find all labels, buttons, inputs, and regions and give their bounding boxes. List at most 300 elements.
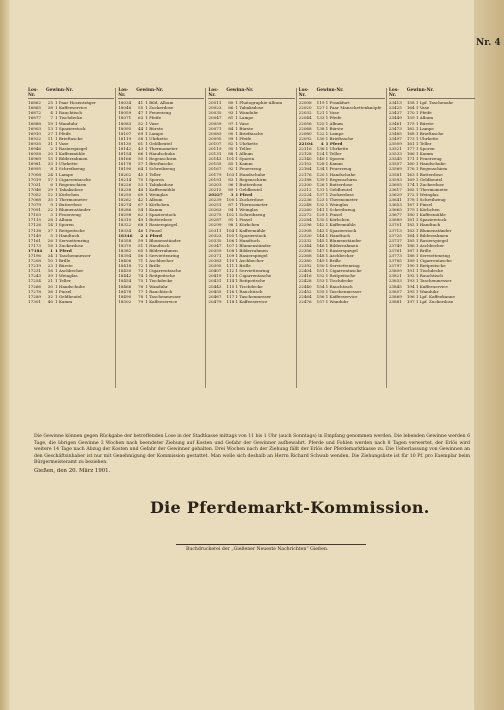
lot-number: 16935: [28, 140, 42, 146]
lot-number: 23749: [388, 242, 402, 248]
prize-description: 1 Wanduhr: [325, 298, 349, 304]
header-cell: Gewinn-Nr.: [136, 88, 164, 93]
prize-description: 1 Vase: [145, 120, 159, 126]
lot-number: 20275: [208, 212, 222, 218]
place-date-line: Gießen, den 20. März 1901.: [34, 468, 111, 474]
prize-number: 193: [406, 278, 415, 284]
lot-number: 18358: [118, 237, 132, 243]
prize-number: 9: [50, 202, 53, 208]
prize-description: 1 Spazierstock: [145, 212, 176, 218]
prize-number: 99: [228, 135, 234, 141]
prize-column-5: [389, 88, 476, 388]
lot-number: 22212: [298, 186, 312, 192]
prize-number: 32: [47, 293, 53, 299]
prize-number: 120: [316, 171, 325, 177]
prize-description: 1 Körbchen: [325, 217, 350, 223]
prize-number: 163: [406, 171, 415, 177]
prize-number: 72: [137, 263, 144, 269]
lot-number: 18190: [118, 166, 132, 172]
prize-number: 148: [316, 253, 325, 258]
prize-number: 109: [226, 253, 235, 258]
prize-number: 38: [47, 105, 53, 111]
prize-description: 1 Taschenmesser: [415, 278, 452, 284]
prize-number: 88: [228, 151, 234, 157]
lot-number: 23785: [388, 258, 402, 264]
lot-number: 22428: [298, 278, 312, 284]
prize-number: 61: [137, 140, 144, 146]
prize-description: 1 Blumenständer: [235, 242, 272, 248]
prize-description: 1 Vase: [325, 110, 340, 116]
prize-description: 1 Spazierstock: [235, 232, 267, 238]
prize-number: 51: [137, 242, 144, 248]
prize-number: 60: [137, 191, 144, 197]
lot-number: 20263: [208, 207, 222, 213]
header-cell: Los-Nr.: [298, 88, 309, 99]
prize-number: 165: [406, 186, 415, 192]
prize-description: 1 Teller: [235, 146, 252, 152]
lot-number: 20311: [208, 227, 222, 233]
lot-number: 20383: [208, 258, 222, 264]
lot-number: 22008: [298, 100, 312, 106]
prize-description: 1 Feuerzeug: [235, 166, 262, 172]
prize-description: 1 Wanduhr: [145, 283, 168, 289]
prize-description: 1 Rauchtisch: [145, 288, 173, 294]
lot-number: 23461: [388, 120, 402, 126]
prize-number: 137: [316, 191, 325, 197]
page-fold-shadow: [0, 0, 10, 710]
lot-number: 18059: [118, 110, 132, 116]
lot-number: 22392: [298, 263, 312, 269]
lot-number: 22176: [298, 171, 312, 177]
prize-number: 44: [137, 125, 144, 131]
prize-number: 11: [47, 135, 53, 141]
lot-number: 22272: [298, 212, 312, 218]
prize-number: 15: [47, 156, 53, 162]
prize-number: 138: [316, 125, 325, 131]
prize-description: 1 Brieftasche: [415, 130, 444, 136]
lot-number: 22044: [298, 115, 312, 121]
prize-description: 1 Serviettenring: [325, 263, 360, 269]
prize-number: 76: [137, 283, 144, 289]
lot-number: 17173: [28, 242, 42, 248]
prize-number: 175: [406, 120, 415, 126]
prize-number: 64: [137, 166, 144, 172]
prize-number: 75: [137, 278, 144, 284]
lot-number: 17231: [28, 268, 42, 274]
prize-number: 27: [47, 130, 53, 136]
prize-description: 1 Brieftasche: [325, 135, 354, 141]
lot-number: 23425: [388, 105, 402, 111]
prize-description: 1 Handschuhe: [415, 161, 446, 167]
lot-number: 23449: [388, 115, 402, 121]
prize-number: 115: [226, 283, 235, 289]
header-cell: Los-Nr.: [388, 88, 399, 99]
prize-description: 1 Pfeife: [325, 115, 342, 121]
prize-description: 1 Lampe: [235, 115, 254, 121]
prize-description: 1 Kaffeemühle: [55, 151, 86, 157]
prize-description: 1 Lpf. Zuckerdose: [415, 298, 454, 304]
lot-number: 20131: [208, 151, 222, 157]
prize-description: 1 Körbchen: [235, 222, 260, 228]
lot-number: 20227: [208, 191, 223, 197]
prize-number: 194: [406, 283, 415, 289]
lot-number: 23413: [388, 100, 402, 106]
lot-number: 18406: [118, 258, 132, 264]
prize-number: 118: [226, 298, 235, 304]
prize-number: 93: [228, 110, 234, 116]
prize-number: 8: [50, 166, 53, 172]
prize-column-3: [208, 88, 296, 388]
prize-number: 167: [406, 202, 415, 208]
lot-number: 23881: [388, 298, 402, 304]
prize-description: 1 Pinsel: [415, 202, 433, 208]
prize-number: 66: [137, 151, 144, 157]
lot-number: 20203: [208, 181, 222, 187]
prize-description: 1 Blumenständer: [415, 227, 452, 233]
lot-number: 23737: [388, 237, 402, 243]
adjacent-page-edge: [474, 0, 504, 710]
prize-description: 1 Taschenmesser: [55, 253, 91, 258]
lot-number: 22344: [298, 242, 312, 248]
lot-number: 20479: [208, 298, 222, 304]
prize-description: 1 Kaffeemühle: [145, 186, 176, 192]
prize-number: 18: [47, 242, 53, 248]
prize-number: 19: [47, 120, 53, 126]
prize-description: 1 Geldbeutel: [145, 140, 172, 146]
lot-number: 20431: [208, 278, 222, 284]
prize-description: 1 Weinglas: [415, 191, 439, 197]
lot-number: 18274: [118, 202, 132, 208]
lot-number: 23773: [388, 253, 402, 258]
prize-description: 1 Lpf. Taschenuhr: [415, 100, 454, 106]
lot-number: 20179: [208, 171, 222, 177]
prize-description: 1 Regenschirm: [55, 181, 87, 187]
lot-number: 22284: [298, 217, 312, 223]
prize-description: 1 Brille: [415, 247, 432, 253]
prize-number: 187: [406, 247, 415, 253]
lot-number: 23533: [388, 151, 402, 157]
prize-description: 1 Schreibzeug: [415, 196, 446, 202]
prize-number: 21: [47, 278, 53, 284]
prize-description: 1 Uhrkette: [415, 135, 439, 141]
lot-number: 17126: [28, 222, 42, 228]
prize-description: 1 Brille: [145, 263, 161, 269]
prize-description: 1 Schreibzeug: [55, 166, 85, 172]
prize-number: 104: [226, 227, 235, 233]
prize-description: 1 Blumenständer: [145, 237, 181, 243]
prize-number: 31: [47, 140, 53, 146]
prize-description: 1 Handtuch: [235, 237, 260, 243]
prize-description: 1 Bürste: [145, 125, 163, 131]
lot-number: 22164: [298, 166, 312, 172]
lot-number: 18298: [118, 212, 132, 218]
prize-number: 129: [316, 212, 325, 218]
prize-number: 180: [406, 212, 415, 218]
lot-number: 22104: [298, 140, 313, 146]
lot-number: 23605: [388, 181, 402, 187]
prize-number: 58: [137, 135, 144, 141]
prize-description: 1 Kaffeeservice: [325, 293, 358, 299]
lot-number: 22476: [298, 298, 312, 304]
table-row: [299, 299, 385, 304]
prize-description: 1 Album: [325, 120, 343, 126]
prize-number: 182: [406, 222, 415, 228]
prize-description: 1 Kamm: [235, 161, 253, 167]
header-cell: Gewinn-Nr.: [226, 88, 254, 93]
prize-description: 1 Bilderrahmen: [55, 156, 88, 162]
prize-number: 125: [316, 120, 325, 126]
prize-description: 1 Feuerzeug: [145, 110, 172, 116]
prize-number: 168: [406, 130, 415, 136]
lot-number: 17149: [28, 232, 42, 238]
prize-number: 17: [47, 176, 53, 182]
prize-description: 1 Sporen: [55, 222, 74, 228]
prize-number: 142: [316, 222, 325, 228]
prize-number: 184: [406, 232, 415, 238]
prize-description: 1 Bild, Album: [145, 100, 174, 106]
prize-number: 110: [226, 258, 235, 264]
lot-number: 16888: [28, 120, 42, 126]
prize-description: 1 Uhrkette: [55, 161, 78, 167]
prize-description: 1 Lampe: [145, 130, 164, 136]
prize-number: 49: [137, 217, 144, 223]
prize-number: 181: [406, 217, 415, 223]
printer-line: Buchdruckerei der „Gießener Neueste Nachrichten“ Gießen.: [186, 547, 329, 552]
lot-number: 17266: [28, 283, 42, 289]
prize-description: 1 Sporen: [415, 146, 435, 152]
prize-number: 65: [137, 247, 144, 253]
prize-number: 128: [316, 161, 325, 167]
prize-description: 1 Tischdecke: [235, 283, 263, 289]
prize-number: 141: [316, 207, 325, 213]
prize-number: 153: [316, 278, 325, 284]
prize-description: 1 Schreibzeug: [145, 166, 175, 172]
lot-number: 23641: [388, 196, 402, 202]
prize-number: 80: [228, 100, 234, 106]
prize-number: 122: [316, 130, 325, 136]
prize-number: 53: [137, 181, 144, 187]
prize-description: 1 Regenschirm: [415, 166, 448, 172]
prize-description: 1 Weinglas: [235, 207, 259, 213]
prize-number: 6: [50, 181, 53, 187]
prize-description: 1 Wanduhr: [415, 288, 439, 294]
prize-number: 63: [137, 115, 144, 121]
lot-number: 22332: [298, 237, 312, 243]
lot-number: 23809: [388, 268, 402, 274]
prize-number: 45: [137, 171, 144, 177]
prize-number: 140: [316, 156, 325, 162]
lot-number: 18095: [118, 125, 132, 131]
prize-description: 1 Aschbecher: [145, 258, 174, 264]
prize-description: 1 Spazierstock: [325, 227, 357, 233]
lot-number: 23473: [388, 125, 402, 131]
prize-description: 1 Pinsel: [55, 288, 72, 294]
lot-number: 23485: [388, 130, 402, 136]
prize-number: 189: [406, 258, 415, 264]
prize-number: 113: [226, 273, 235, 279]
lot-number: 17052: [28, 191, 42, 197]
prize-description: 1 Uhrkette: [325, 146, 349, 152]
prize-description: 1 Tabaksdose: [145, 181, 174, 187]
prize-description: 1 Pinsel: [235, 217, 252, 223]
lot-number: 22116: [298, 146, 312, 152]
prize-number: 188: [406, 253, 415, 258]
lot-number: 22092: [298, 135, 312, 141]
prize-description: 1 Weinglas: [145, 191, 168, 197]
prize-description: 1 Zuckerdose: [325, 191, 354, 197]
lot-number: 17068: [28, 196, 42, 202]
prize-description: 1 Bilderrahmen: [235, 247, 268, 253]
lot-number: 18071: [118, 115, 132, 121]
prize-number: 13: [47, 125, 53, 131]
prize-number: 195: [406, 288, 415, 294]
prize-description: 1 Aschbecher: [55, 268, 84, 274]
prize-description: 1 Sporen: [235, 156, 255, 162]
prize-list-table: [28, 88, 476, 388]
lot-number: 18178: [118, 161, 132, 167]
prize-description: 1 Pferd: [145, 232, 162, 238]
prize-number: 77: [137, 288, 144, 294]
prize-number: 16: [47, 268, 53, 274]
prize-description: 1 Weinglas: [55, 273, 78, 279]
lot-number: 18286: [118, 207, 132, 213]
lot-number: 20119: [208, 146, 222, 152]
prize-number: 159: [406, 115, 415, 121]
prize-number: 4: [50, 110, 53, 116]
prize-number: 55: [137, 105, 144, 111]
prize-number: 130: [316, 135, 325, 141]
prize-description: 1 Thermometer: [415, 186, 449, 192]
prize-description: 1 Pfeife: [415, 110, 432, 116]
lot-number: 18454: [118, 278, 132, 284]
prize-number: 190: [406, 263, 415, 269]
prize-description: 1 Kaffeeservice: [235, 298, 268, 304]
prize-number: 85: [228, 161, 234, 167]
prize-number: 139: [316, 176, 325, 182]
prize-number: 56: [137, 253, 144, 258]
prize-number: 114: [226, 278, 235, 284]
prize-description: 1 Paar Manschettenknöpfe: [325, 105, 382, 111]
prize-number: 74: [137, 273, 144, 279]
prize-description: 1 Pfeife: [235, 135, 252, 141]
prize-number: 162: [406, 125, 415, 131]
prize-description: 1 Bilderrahmen: [325, 242, 359, 248]
lot-number: 20299: [208, 222, 222, 228]
prize-number: 111: [226, 263, 235, 269]
prize-description: 1 Blumenständer: [55, 207, 91, 213]
prize-number: 40: [47, 298, 53, 304]
lot-number: 23521: [388, 146, 402, 152]
notice-paragraph: Die Gewinne können gegen Rückgabe der betreffenden Lose in der Stadtkasse mittags von 11 bis 1 Uhr (auch Sonntags) in Empfang genommen werden. Die lebenden Gewinne werden 6 Tage, die übrigen Gewinne 3 Wochen nach beendeter Ziehung auf Kosten und Gefahr der Gewinner aufbewahrt. Pferde und Fohlen werden nach 8 Tagen verwertet, der Erlös wird weitere 14 Tage nach Abzug der Kosten und Gefahr der Gewinner gehalten. Drei Wochen nach der Ziehung fällt der Erlös der Pferdemarktkasse zu. Die Ueberlassung von Gewinnen an den Geschäftsinhaber ist nur mit Genehmigung der Kommission gestattet. Man wolle sich deshalb an Herrn Richard Schwab wenden. Die Ziehungsliste ist für 10 Pf. pro Exemplar beim Bürgermeisteramt zu beziehen.: [34, 434, 470, 465]
prize-description: 1 Kaffeemühle: [235, 227, 266, 233]
prize-number: 54: [137, 207, 144, 213]
prize-description: 1 Serviettenring: [55, 237, 90, 243]
lot-number: 22356: [298, 247, 312, 253]
prize-description: 1 Pfeife: [55, 130, 71, 136]
lot-number: 18322: [118, 222, 132, 228]
prize-number: 166: [406, 151, 415, 157]
prize-number: 47: [137, 110, 144, 116]
table-row: [118, 299, 204, 304]
prize-number: 133: [316, 115, 325, 121]
lot-number: 20083: [208, 130, 222, 136]
prize-description: 1 Teller: [415, 140, 432, 146]
prize-description: 1 Kamm: [55, 298, 73, 304]
prize-number: 172: [406, 191, 415, 197]
lot-number: 16903: [28, 125, 42, 131]
lot-number: 16995: [28, 166, 42, 172]
lot-number: 20191: [208, 176, 222, 182]
lot-number: 17254: [28, 278, 42, 284]
lot-number: 17019: [28, 176, 42, 182]
prize-number: 185: [406, 237, 415, 243]
prize-description: 1 Reitpeitsche: [325, 273, 356, 279]
lot-number: 23545: [388, 156, 402, 162]
prize-column-1: [28, 88, 116, 388]
lot-number: 17079: [28, 202, 42, 208]
prize-number: 2: [50, 146, 53, 152]
prize-description: 1 Bürste: [415, 120, 434, 126]
prize-number: 179: [406, 207, 415, 213]
prize-number: 196: [406, 293, 415, 299]
prize-description: 1 Rauchtisch: [55, 110, 83, 116]
prize-number: 50: [137, 156, 144, 162]
prize-description: 1 Frankfurt: [325, 100, 350, 106]
prize-description: 1 Geldbeutel: [55, 293, 82, 299]
lot-number: 17196: [28, 253, 42, 258]
prize-description: 1 Körbchen: [55, 191, 79, 197]
lot-number: 22032: [298, 110, 312, 116]
lot-number: 20347: [208, 242, 222, 248]
prize-description: 1 Handtuch: [415, 222, 441, 228]
lot-number: 22080: [298, 130, 312, 136]
prize-description: 1 Pinsel: [325, 212, 343, 218]
lot-number: 22188: [298, 176, 312, 182]
prize-description: 1 Körbchen: [145, 202, 170, 208]
prize-number: 151: [316, 268, 325, 274]
lot-number: 16862: [28, 100, 42, 106]
prize-description: 1 Regenschirm: [235, 176, 267, 182]
prize-description: 1 Handschuhe: [145, 151, 176, 157]
table-row: [28, 299, 114, 304]
prize-description: 1 Pfeife: [145, 115, 162, 121]
prize-description: 1 Kaffeeservice: [145, 298, 178, 304]
prize-number: 156: [316, 293, 325, 299]
prize-description: 1 Album: [235, 151, 253, 157]
prize-number: 33: [47, 161, 53, 167]
commission-title: Die Pferdemarkt-Kommission.: [150, 498, 430, 517]
prize-description: 1 Bürste: [325, 125, 344, 131]
prize-description: 1 Blumenständer: [325, 237, 362, 243]
prize-number: 62: [137, 212, 144, 218]
lot-number: 18107: [118, 130, 132, 136]
lot-number: 23581: [388, 171, 402, 177]
prize-description: 1 Handschuhe: [235, 171, 266, 177]
lot-number: 23437: [388, 110, 402, 116]
lot-number: 23845: [388, 283, 402, 289]
prize-number: 154: [316, 283, 325, 289]
lot-number: 22452: [298, 288, 312, 294]
prize-number: 108: [226, 247, 235, 253]
lot-number: 20407: [208, 268, 222, 274]
prize-description: 1 Kaffeemühle: [415, 212, 446, 218]
prize-description: 1 Butterdose: [325, 181, 353, 187]
prize-number: 42: [137, 196, 144, 202]
prize-number: 57: [137, 161, 144, 167]
prize-description: 1 Schreibzeug: [235, 212, 266, 218]
table-row: [208, 299, 294, 304]
prize-description: 1 Handtuch: [145, 242, 170, 248]
